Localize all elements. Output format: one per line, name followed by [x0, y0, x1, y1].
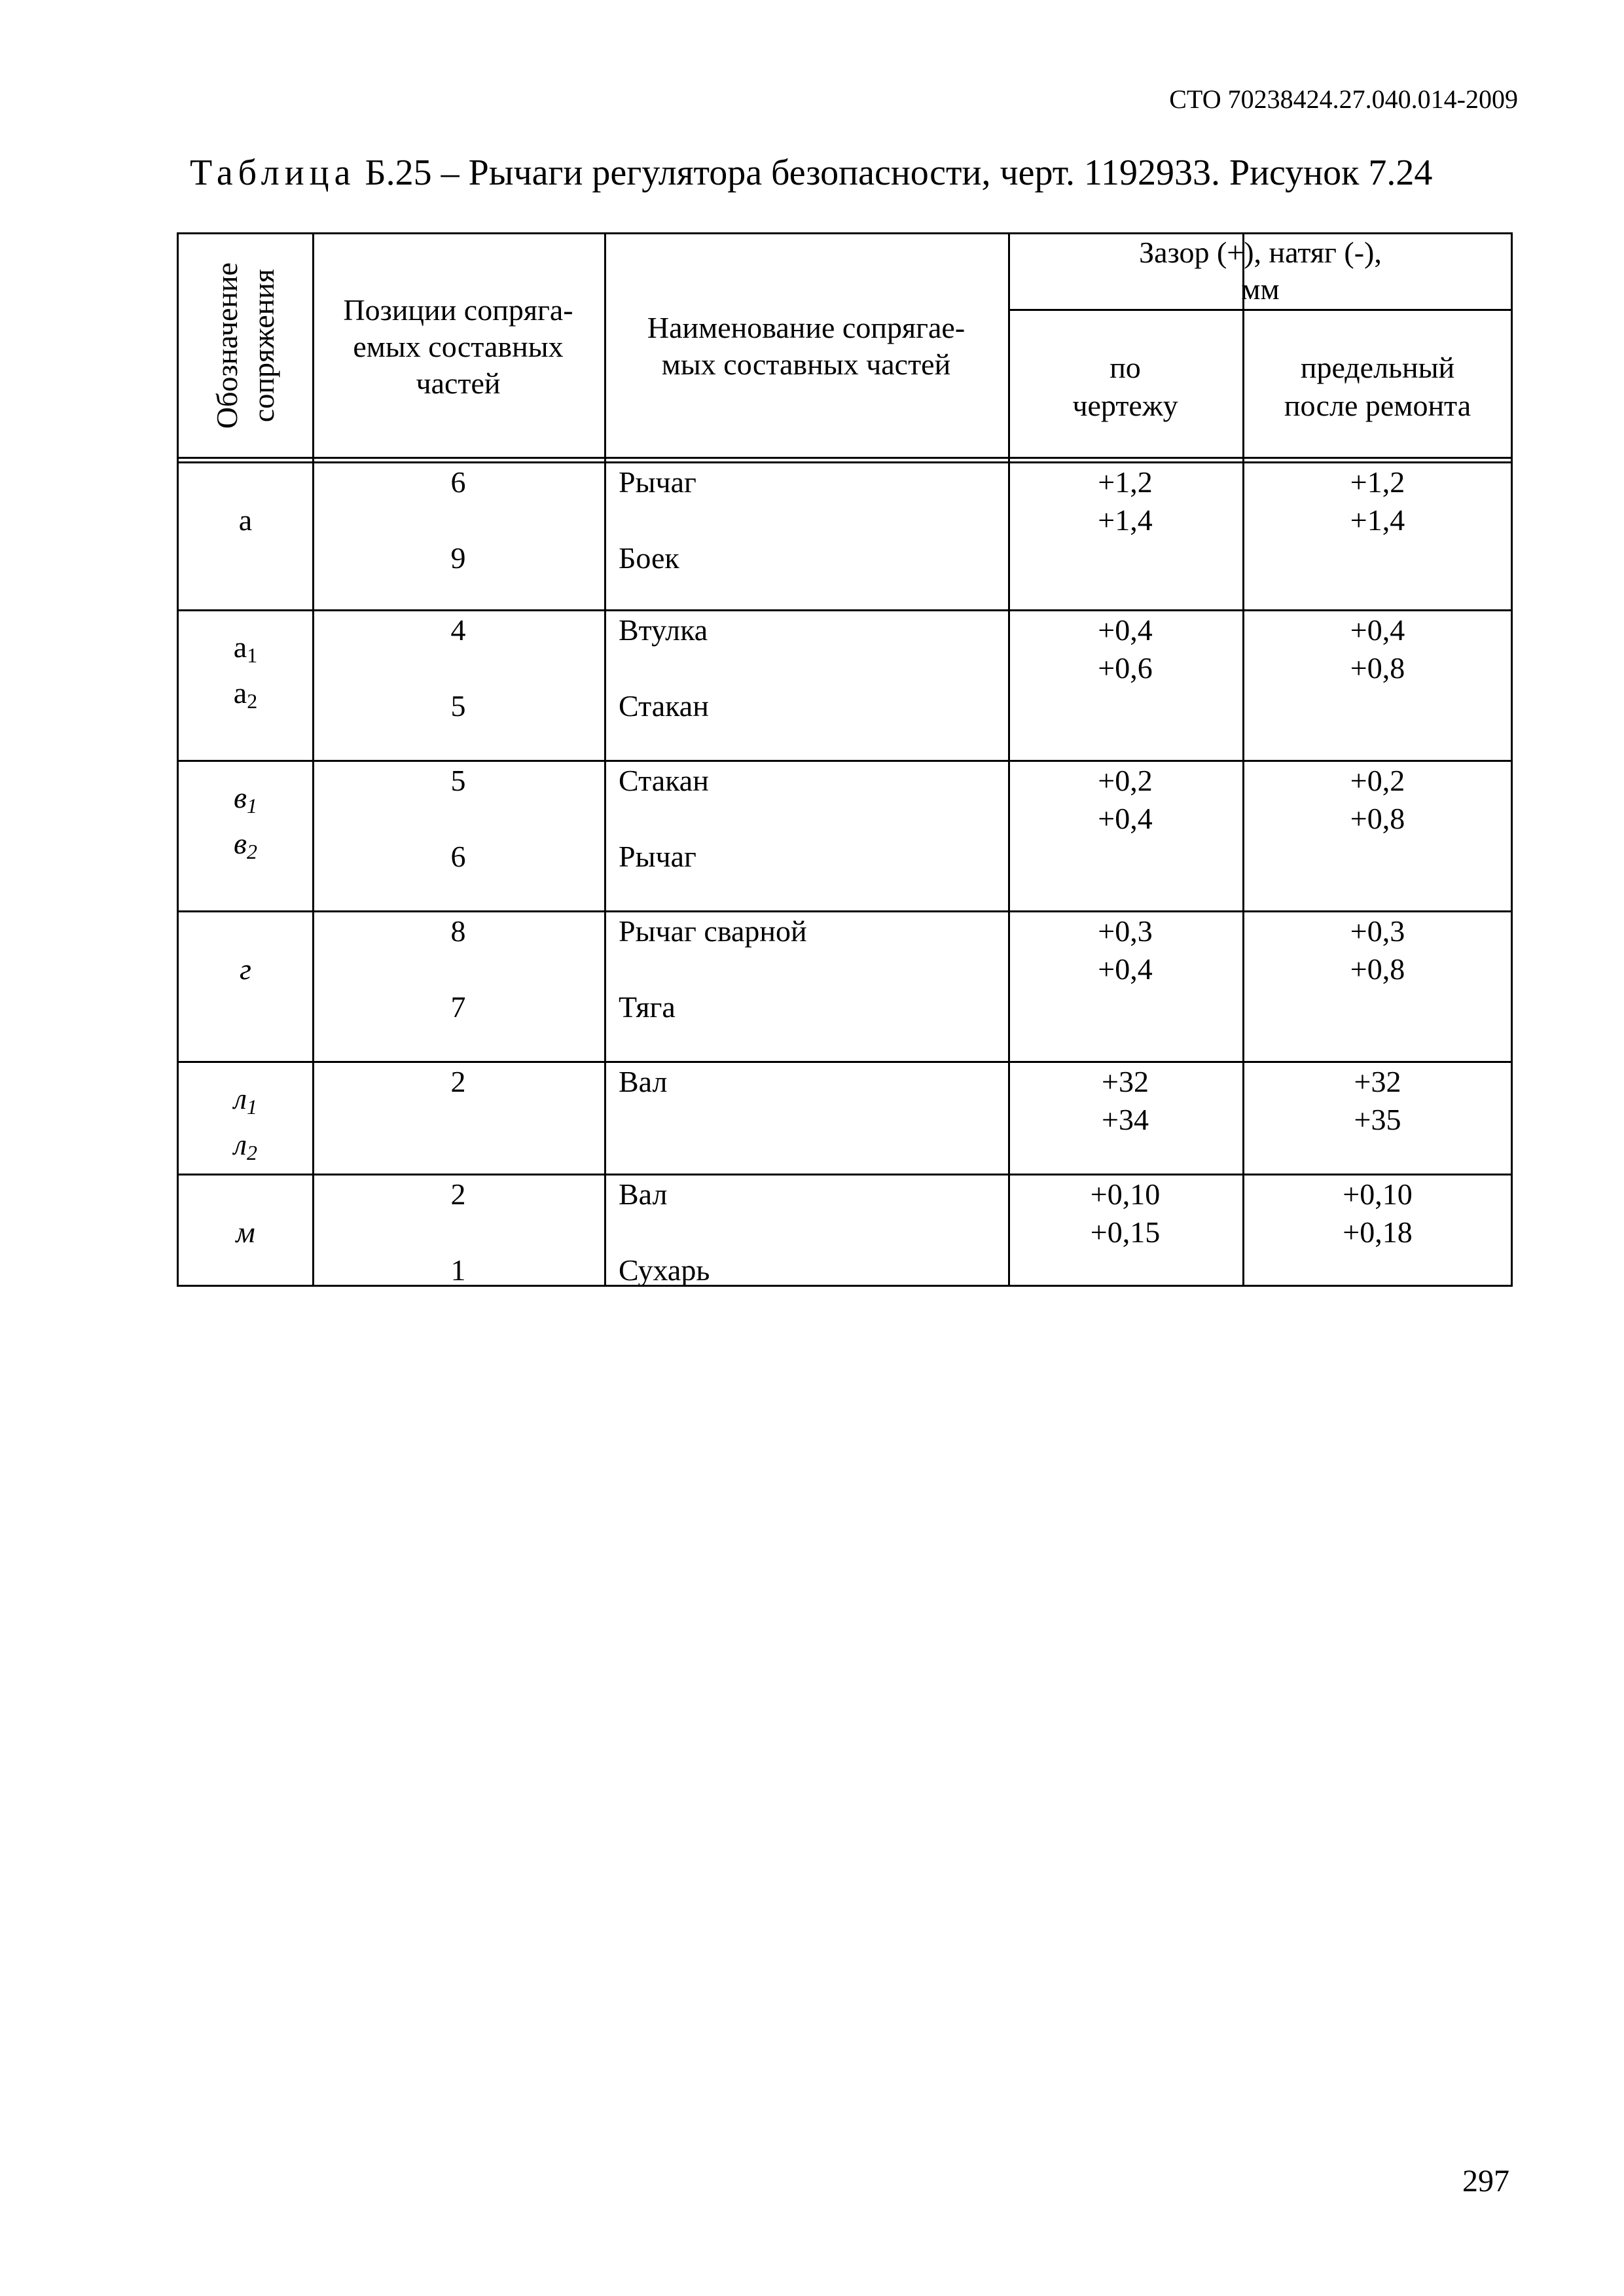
fits-table — [177, 232, 1513, 1287]
drawing-value: +1,2 — [1098, 465, 1153, 499]
header-name-line2: мых составных частей — [661, 348, 951, 381]
designation-letter: л — [233, 1082, 247, 1115]
drawing-value: +0,4 — [1098, 613, 1153, 647]
designation-cell — [179, 628, 312, 720]
header-name — [604, 310, 1008, 383]
part-name-cell: Стакан — [619, 689, 709, 723]
designation-letter: г — [240, 952, 251, 986]
header-drawing-line1: по — [1110, 351, 1141, 384]
designation-letter: а — [238, 503, 253, 537]
designation-cell — [179, 1080, 312, 1172]
header-limit-line1: предельный — [1300, 351, 1455, 384]
designation-symbol — [179, 628, 312, 674]
designation-cell — [179, 950, 312, 988]
designation-subscript: 1 — [247, 1095, 258, 1119]
table-caption-text: Б.25 – Рычаги регулятора безопасности, черт. 1192933. Рисунок 7.24 — [365, 152, 1433, 193]
designation-cell — [179, 779, 312, 870]
designation-symbol — [179, 779, 312, 825]
designation-symbol — [179, 1213, 312, 1251]
part-name-cell: Вал — [619, 1065, 668, 1098]
position-cell: 4 — [450, 613, 466, 647]
header-by-drawing — [1008, 349, 1242, 425]
designation-symbol — [179, 1126, 312, 1172]
position-cell: 7 — [450, 990, 466, 1024]
position-cell: 5 — [450, 689, 466, 723]
part-name-cell: Сухарь — [619, 1253, 710, 1287]
part-name-cell: Тяга — [619, 990, 676, 1024]
part-name-cell: Стакан — [619, 764, 709, 797]
designation-symbol — [179, 1080, 312, 1126]
limit-value: +0,10 — [1343, 1177, 1413, 1211]
limit-value: +0,2 — [1350, 764, 1405, 797]
drawing-value: +0,10 — [1090, 1177, 1161, 1211]
header-designation-line2: сопряжения — [247, 268, 280, 423]
drawing-value: +0,4 — [1098, 952, 1153, 986]
designation-letter: а — [233, 676, 247, 709]
drawing-value: +0,4 — [1098, 802, 1153, 835]
header-gap-line2: мм — [1241, 272, 1280, 306]
limit-value: +0,18 — [1343, 1215, 1413, 1249]
header-name-line1: Наименование сопрягае- — [647, 311, 965, 344]
part-name-cell: Рычаг сварной — [619, 914, 807, 948]
limit-value: +32 — [1354, 1065, 1401, 1098]
header-limit-line2: после ремонта — [1284, 389, 1471, 422]
document-code: СТО 70238424.27.040.014-2009 — [1169, 84, 1518, 114]
limit-value: +35 — [1354, 1103, 1401, 1136]
designation-letter: в — [234, 781, 247, 814]
limit-value: +0,8 — [1350, 651, 1405, 685]
position-cell: 6 — [450, 465, 466, 499]
limit-value: +0,4 — [1350, 613, 1405, 647]
part-name-cell: Рычаг — [619, 840, 696, 873]
designation-symbol — [179, 950, 312, 988]
drawing-value: +0,3 — [1098, 914, 1153, 948]
header-positions-line3: частей — [416, 367, 501, 400]
designation-symbol — [179, 825, 312, 870]
designation-subscript: 1 — [247, 643, 258, 667]
drawing-value: +0,6 — [1098, 651, 1153, 685]
table-grid-line — [1008, 309, 1511, 311]
header-gap-line1: Зазор (+), натяг (-), — [1139, 236, 1382, 269]
header-limit-after-repair — [1242, 349, 1513, 425]
limit-value: +1,4 — [1350, 503, 1405, 537]
designation-symbol — [179, 674, 312, 720]
designation-letter: а — [233, 630, 247, 664]
designation-subscript: 2 — [246, 840, 257, 863]
header-designation — [179, 234, 312, 457]
drawing-value: +0,2 — [1098, 764, 1153, 797]
designation-cell — [179, 501, 312, 539]
designation-cell — [179, 1213, 312, 1251]
position-cell: 2 — [450, 1177, 466, 1211]
drawing-value: +0,15 — [1090, 1215, 1161, 1249]
drawing-value: +32 — [1102, 1065, 1149, 1098]
designation-subscript: 2 — [247, 1141, 258, 1164]
header-designation-line1: Обозначение — [210, 262, 244, 429]
position-cell: 2 — [450, 1065, 466, 1098]
position-cell: 5 — [450, 764, 466, 797]
drawing-value: +1,4 — [1098, 503, 1153, 537]
part-name-cell: Боек — [619, 541, 679, 575]
header-drawing-line2: чертежу — [1072, 389, 1178, 422]
position-cell: 6 — [450, 840, 466, 873]
designation-letter: в — [234, 827, 247, 860]
part-name-cell: Втулка — [619, 613, 708, 647]
designation-symbol — [179, 501, 312, 539]
designation-subscript: 2 — [247, 689, 258, 713]
part-name-cell: Рычаг — [619, 465, 696, 499]
designation-letter: л — [233, 1128, 247, 1161]
designation-subscript: 1 — [246, 794, 257, 817]
position-cell: 8 — [450, 914, 466, 948]
part-name-cell: Вал — [619, 1177, 668, 1211]
drawing-value: +34 — [1102, 1103, 1149, 1136]
position-cell: 9 — [450, 541, 466, 575]
table-caption-word: Таблица — [190, 152, 356, 193]
header-positions-line2: емых составных — [353, 330, 564, 363]
page-number: 297 — [1462, 2164, 1509, 2198]
limit-value: +1,2 — [1350, 465, 1405, 499]
table-grid-line — [179, 457, 1511, 459]
limit-value: +0,3 — [1350, 914, 1405, 948]
limit-value: +0,8 — [1350, 802, 1405, 835]
header-positions-line1: Позиции сопряга- — [343, 293, 573, 327]
header-positions — [312, 292, 604, 402]
position-cell: 1 — [450, 1253, 466, 1287]
designation-letter: м — [236, 1215, 255, 1249]
limit-value: +0,8 — [1350, 952, 1405, 986]
table-title — [190, 152, 1432, 194]
header-gap — [1008, 234, 1513, 308]
